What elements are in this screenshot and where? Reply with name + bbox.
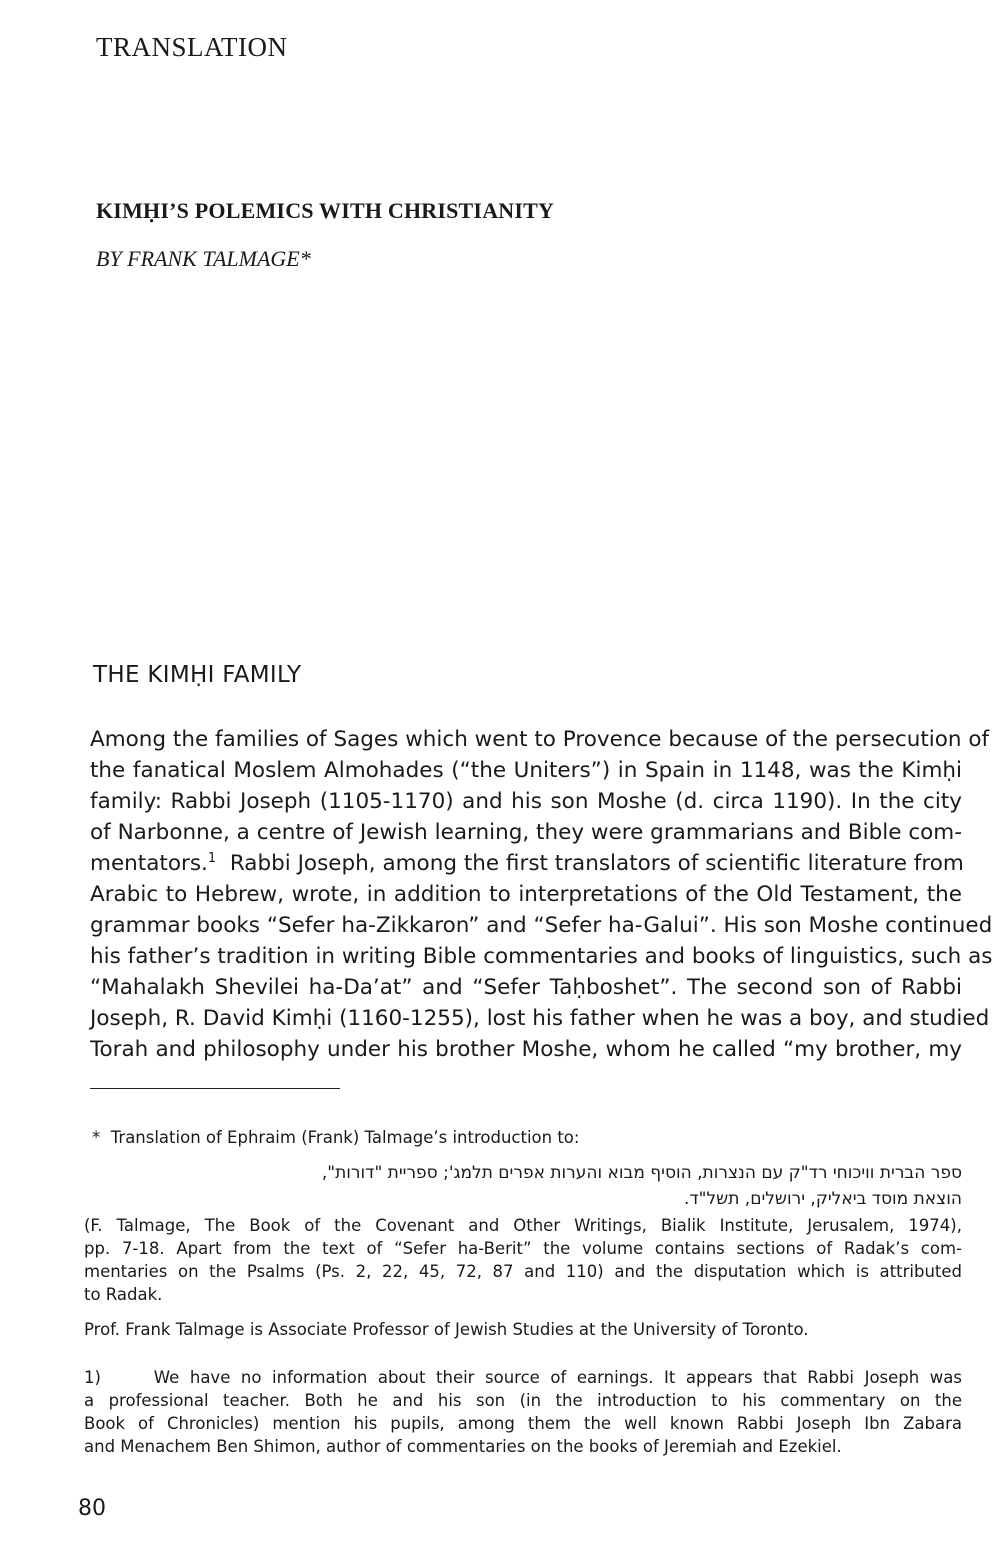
footnote-star-text: Translation of Ephraim (Frank) Talmage’s introduction to:: [110, 1128, 580, 1147]
footnote-line: Book of Chronicles) mention his pupils, among them the well known Rabbi Joseph Ibn Zabara: [84, 1414, 962, 1433]
body-line-part: mentators.: [90, 851, 208, 876]
footnote-star: [84, 1126, 962, 1149]
body-line: Torah and philosophy under his brother Moshe, whom he called “my brother, my: [90, 1037, 962, 1062]
section-heading: THE KIMḤI FAMILY: [93, 662, 302, 688]
author-note: Prof. Frank Talmage is Associate Professor of Jewish Studies at the University of Toronto.: [84, 1320, 809, 1339]
body-paragraph: [90, 724, 993, 1065]
english-citation: [84, 1214, 962, 1306]
footnote-marker: 1: [207, 850, 217, 866]
body-line: his father’s tradition in writing Bible commentaries and books of linguistics, such as: [90, 944, 993, 969]
footnote-1: [84, 1366, 962, 1458]
footnote-star-mark: *: [92, 1128, 101, 1147]
page-number: 80: [78, 1496, 106, 1521]
article-title: KIMḤI’S POLEMICS WITH CHRISTIANITY: [96, 198, 555, 223]
footnote-number: 1): [84, 1368, 101, 1387]
body-line: the fanatical Moslem Almohades (“the Uniters”) in Spain in 1148, was the Kimḥi: [90, 758, 962, 783]
footnote-line: [84, 1366, 962, 1389]
section-label: TRANSLATION: [96, 32, 288, 62]
footnote-line: and Menachem Ben Shimon, author of commentaries on the books of Jeremiah and Ezekiel.: [84, 1437, 842, 1456]
citation-line: (F. Talmage, The Book of the Covenant and Other Writings, Bialik Institute, Jerusalem, 1974),: [84, 1216, 962, 1235]
footnote-line: a professional teacher. Both he and his son (in the introduction to his commentary on the: [84, 1391, 962, 1410]
hebrew-line: ספר הברית וויכוחי רד"ק עם הנצרות, הוסיף מבוא והערות אפרים תלמג'; ספריית "דורות",: [321, 1163, 962, 1183]
body-line: of Narbonne, a centre of Jewish learning, they were grammarians and Bible com-: [90, 820, 962, 845]
body-line: Arabic to Hebrew, wrote, in addition to interpretations of the Old Testament, the: [90, 882, 962, 907]
citation-line: mentaries on the Psalms (Ps. 2, 22, 45, 72, 87 and 110) and the disputation which is attributed: [84, 1262, 962, 1281]
body-line: family: Rabbi Joseph (1105-1170) and his son Moshe (d. circa 1190). In the city: [90, 789, 962, 814]
hebrew-citation: [84, 1160, 962, 1212]
citation-line: pp. 7-18. Apart from the text of “Sefer ha-Berit” the volume contains sections of Radak’s com-: [84, 1239, 962, 1258]
footnote-divider: [90, 1088, 340, 1089]
byline: BY FRANK TALMAGE*: [96, 246, 311, 271]
body-line: “Mahalakh Shevilei ha-Da’at” and “Sefer Taḥboshet”. The second son of Rabbi: [90, 975, 962, 1000]
body-line: Joseph, R. David Kimḥi (1160-1255), lost his father when he was a boy, and studied: [90, 1006, 990, 1031]
body-line-part: Rabbi Joseph, among the first translators of scientific literature from: [229, 851, 964, 876]
citation-line: to Radak.: [84, 1285, 163, 1304]
footnote-line-text: We have no information about their source of earnings. It appears that Rabbi Joseph was: [153, 1368, 962, 1387]
hebrew-line: הוצאת מוסד ביאליק, ירושלים, תשל"ד.: [684, 1189, 962, 1209]
body-line: Among the families of Sages which went to Provence because of the persecution of: [90, 727, 990, 752]
body-line-with-footnote: [90, 848, 962, 879]
body-line: grammar books “Sefer ha-Zikkaron” and “Sefer ha-Galui”. His son Moshe continued: [90, 913, 993, 938]
